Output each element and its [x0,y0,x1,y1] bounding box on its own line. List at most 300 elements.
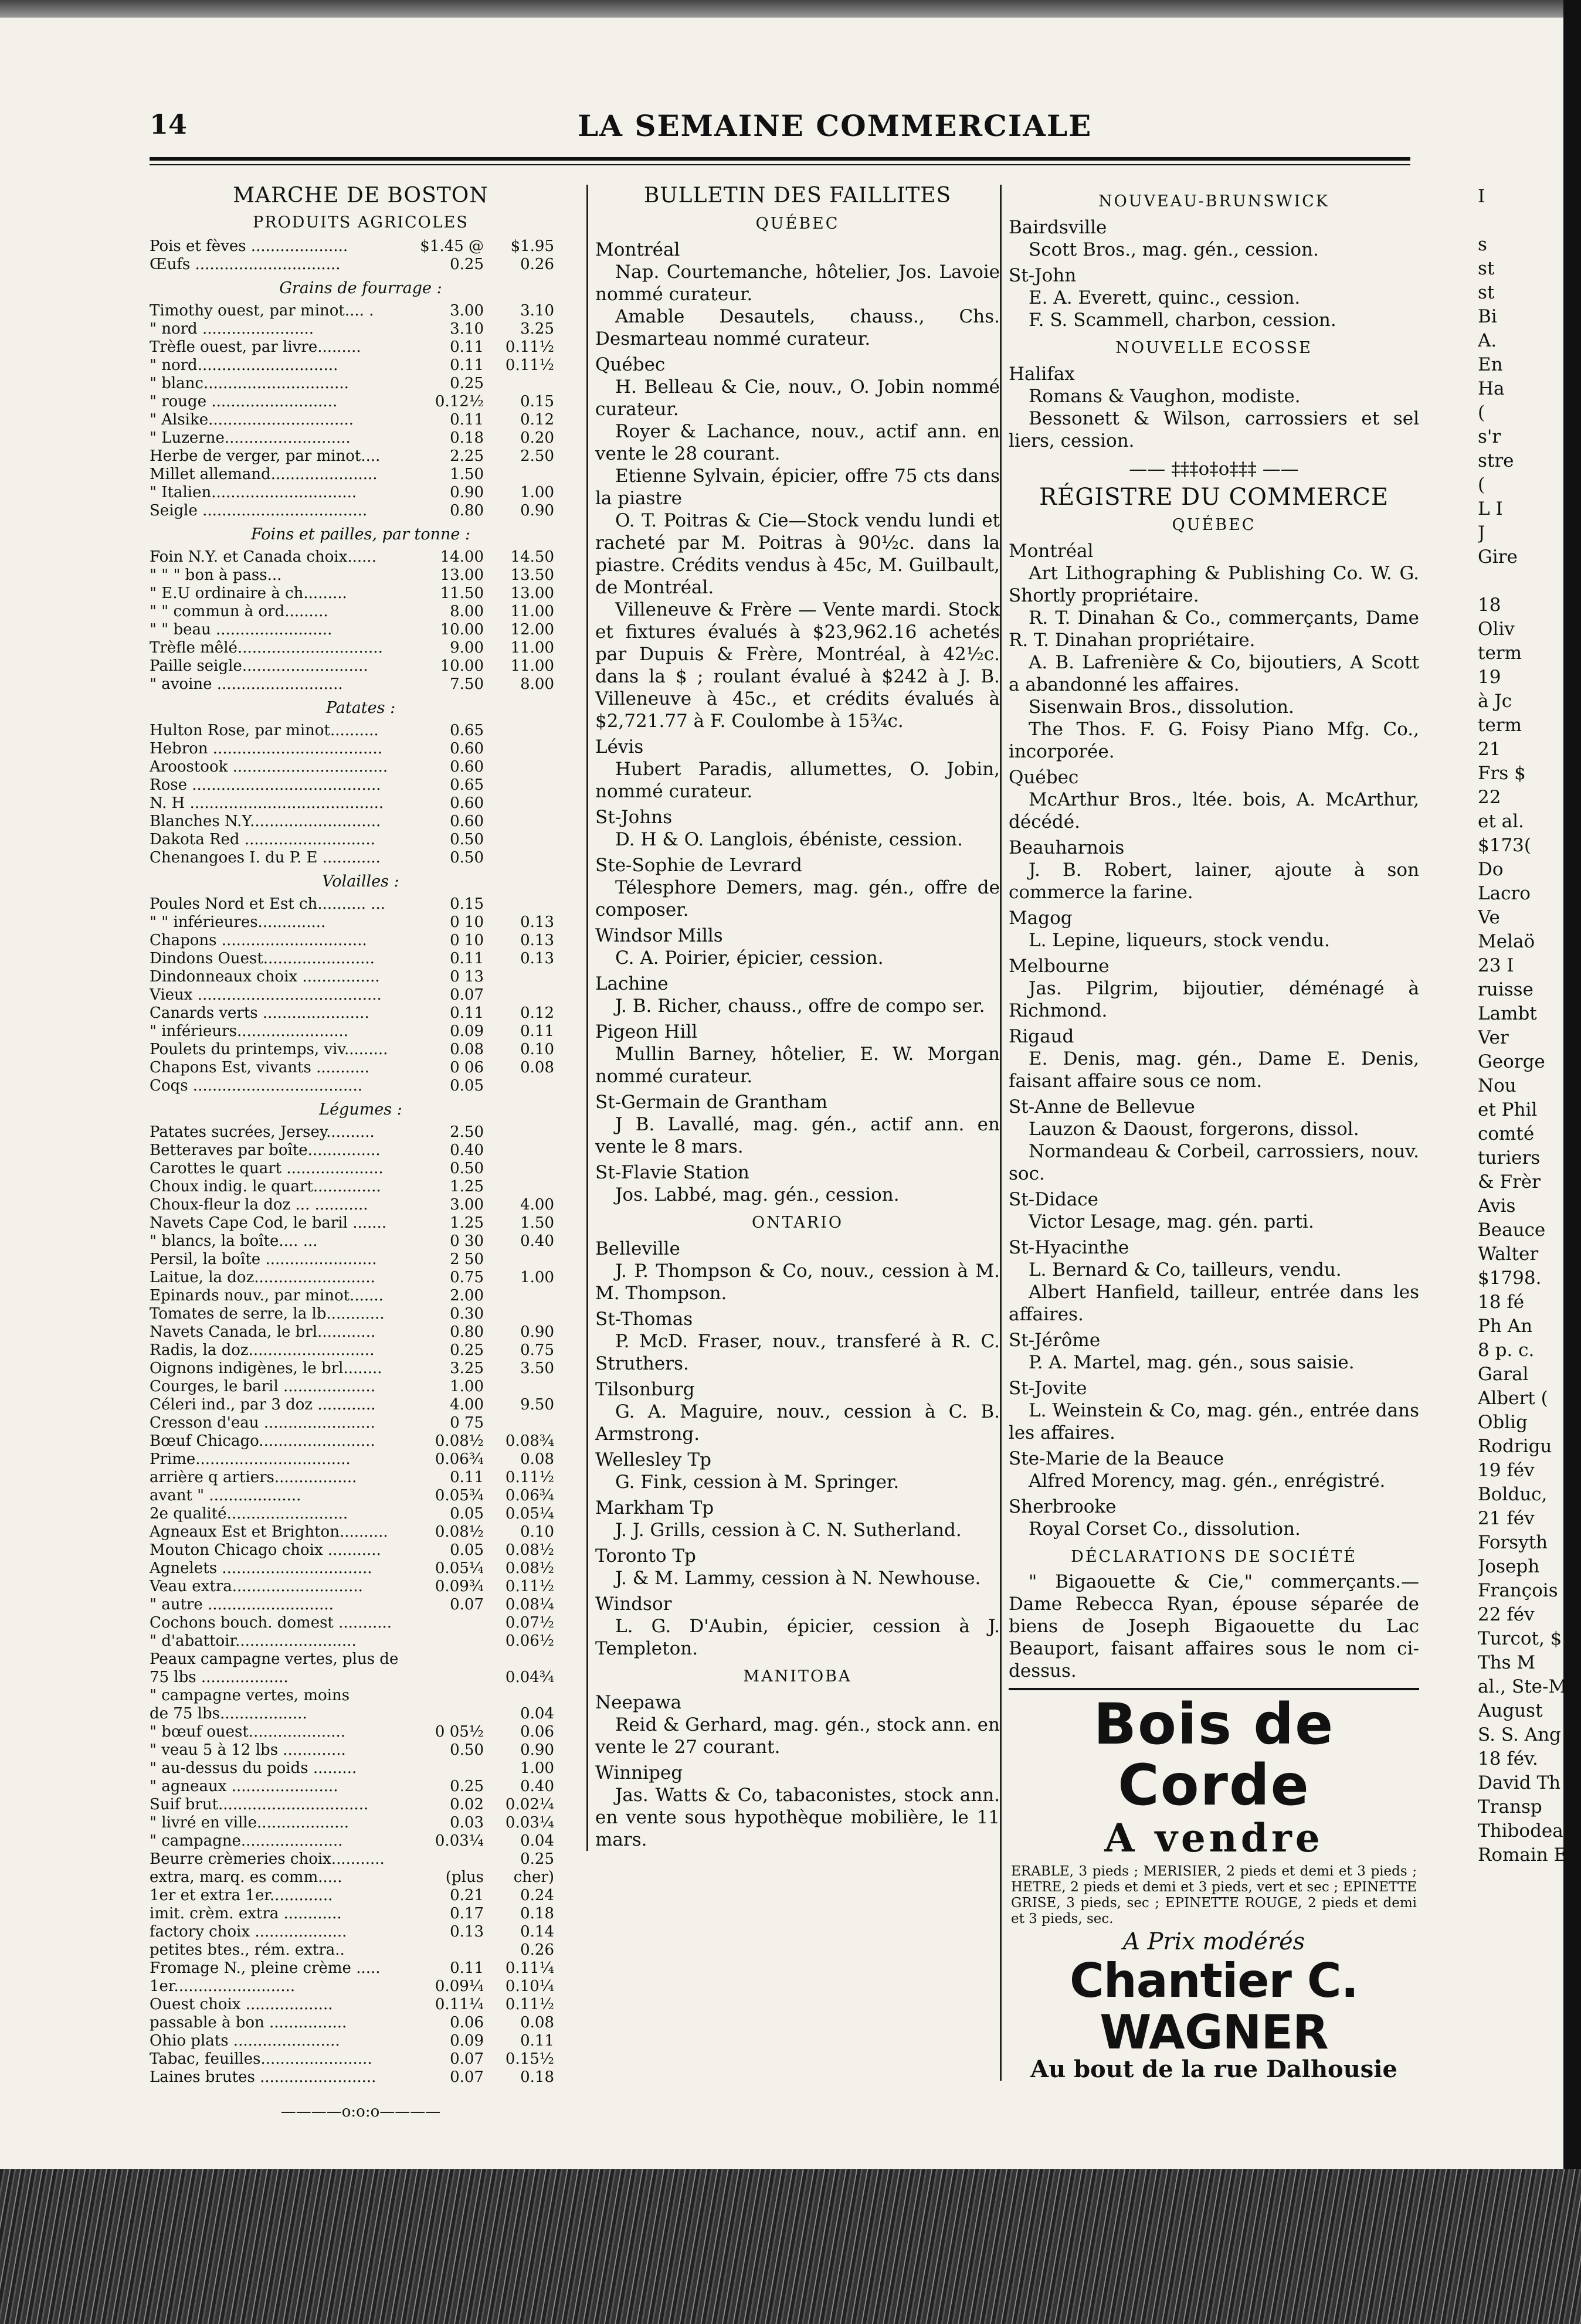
product-label: Herbe de verger, par minot.... [150,447,381,465]
product-label: " nord ....................... [150,320,314,338]
cutoff-text-fragment [1478,209,1581,233]
price-low: 0 13 [450,968,484,986]
price-high: 0.08 [520,1450,554,1468]
market-price-row [150,1578,572,1596]
price-low [413,1687,484,1705]
price-low: 2.50 [450,1123,484,1141]
market-price-row [150,849,572,867]
price-low: 0.09¼ [435,1978,484,1995]
product-label: " rouge .......................... [150,393,338,410]
cutoff-text-fragment: Lacro [1478,883,1531,904]
market-price-row [150,1632,572,1650]
market-price-row [150,1778,572,1796]
price-high: 0.08½ [505,1541,554,1559]
product-label: factory choix ................... [150,1923,347,1941]
market-price-row [150,1759,572,1778]
product-label: Hulton Rose, par minot.......... [150,722,379,739]
cutoff-text-fragment: Lambt [1478,1003,1537,1024]
market-price-row [150,548,572,566]
price-high: 0.11½ [505,1578,554,1595]
price-high: 0.75 [520,1341,554,1359]
product-label: passable à bon ................ [150,2014,347,2031]
cutoff-text-fragment: Thibodea [1478,1820,1563,1841]
price-high: 4.00 [520,1196,554,1214]
price-high: 0.90 [520,502,554,519]
price-low: 3.00 [450,302,484,320]
price-high: 0.12 [520,411,554,429]
cutoff-text-fragment: Beauce [1478,1219,1546,1241]
header-rule-thick [150,157,1410,161]
price-high: 0.04 [520,1832,554,1850]
price-low: 0.60 [450,813,484,830]
market-price-row [150,1469,572,1487]
price-low: 0 05½ [435,1723,484,1741]
cutoff-text-fragment: S. S. Ang [1478,1724,1561,1745]
product-label: Fromage N., pleine crème ..... [150,1959,381,1977]
price-low: 0.11 [450,950,484,967]
price-high [484,1650,554,1669]
product-label: de 75 lbs.................. [150,1705,307,1722]
price-high [484,722,554,740]
market-group-heading: Foins et pailles, par tonne : [250,525,471,543]
price-low: 0.11 [450,338,484,356]
price-high [484,1414,554,1432]
price-high: 0.14 [520,1923,554,1941]
price-high: 0.25 [520,1850,554,1868]
market-price-row [150,1414,572,1432]
registry-title: RÉGISTRE DU COMMERCE [1039,484,1389,511]
notice-entry: Hubert Paradis, allumettes, O. Jobin, nommé curateur. [595,759,1000,802]
market-price-row [150,1705,572,1723]
price-low: 0.11¼ [435,1996,484,2013]
product-label: Choux-fleur la doz ... ........... [150,1196,368,1214]
product-label: Patates sucrées, Jersey.......... [150,1123,375,1141]
product-label: Bœuf Chicago........................ [150,1432,375,1450]
product-label: " autre .......................... [150,1596,334,1613]
price-low: 0.50 [450,831,484,848]
market-price-row [150,794,572,813]
product-label: Rose ....................................... [150,776,381,794]
locality-name: St-Didace [1009,1189,1098,1210]
price-high: 0.40 [520,1778,554,1795]
price-high [484,1123,554,1141]
price-high [484,375,554,393]
price-high: 3.50 [520,1360,554,1377]
notice-entry: Bessonett & Wilson, carrossiers et sel liers, cession. [1009,408,1419,451]
price-high [484,1251,554,1269]
locality-name: Toronto Tp [595,1545,696,1567]
product-label: Canards verts ...................... [150,1004,369,1022]
price-low: 0.07 [450,1596,484,1613]
price-high: cher) [513,1868,554,1886]
price-low: 0.08 [450,1041,484,1058]
price-low: 0.75 [450,1269,484,1286]
product-label: " blancs, la boîte.... ... [150,1232,318,1250]
boston-market-column [150,185,572,2123]
ornament-divider: —— ‡‡‡o‡o‡‡‡ —— [1129,458,1299,480]
price-low [413,1650,484,1669]
locality-name: Windsor [595,1593,672,1615]
product-label: Peaux campagne vertes, plus de [150,1650,399,1668]
price-low: 0.80 [450,502,484,519]
notice-entry: Jas. Pilgrim, bijoutier, déménagé à Richmond. [1009,978,1419,1021]
product-label: Agneaux Est et Brighton.......... [150,1523,388,1541]
product-label: " bœuf ouest.................... [150,1723,346,1741]
notice-entry: Scott Bros., mag. gén., cession. [1029,239,1319,260]
product-label: Laines brutes ........................ [150,2068,376,2086]
cutoff-text-fragment: I [1478,186,1485,207]
market-price-row [150,1041,572,1059]
product-label: Coqs ................................... [150,1077,363,1095]
price-high [484,466,554,484]
cutoff-text-fragment [1478,569,1581,593]
market-price-row [150,1396,572,1414]
product-label: " livré en ville................... [150,1814,350,1832]
market-price-row [150,1004,572,1022]
market-price-row [150,1432,572,1450]
price-low: 3.25 [450,1360,484,1377]
market-price-row [150,393,572,411]
cutoff-text-fragment: Oblig [1478,1412,1528,1433]
farm-products-subtitle: PRODUITS AGRICOLES [253,213,469,232]
price-low: 0.07 [450,2050,484,2068]
notice-entry: H. Belleau & Cie, nouv., O. Jobin nommé curateur. [595,376,1000,420]
notice-entry: E. Denis, mag. gén., Dame E. Denis, faisant affaire sous ce nom. [1009,1048,1419,1092]
price-high: 1.50 [520,1214,554,1232]
market-price-row [150,758,572,776]
price-low: 0.13 [450,1923,484,1941]
cutoff-text-fragment: George [1478,1051,1545,1072]
price-high: 0.02¼ [505,1796,554,1813]
price-low: 0.25 [450,1778,484,1795]
ad-body: ERABLE, 3 pieds ; MERISIER, 2 pieds et demi et 3 pieds ; HETRE, 2 pieds et demi et 3 pieds, vert et sec ; EPINETTE GRISE, 3 pieds, sec ; EPINETTE ROUGE, 2 pieds et demi et 3 pieds, sec. [1011,1864,1417,1927]
product-label: " " commun à ord......... [150,603,328,620]
market-price-row [150,986,572,1004]
market-price-row [150,1323,572,1341]
notice-entry: J. & M. Lammy, cession à N. Newhouse. [615,1568,981,1589]
page-number: 14 [150,108,188,140]
price-low: 0.65 [450,776,484,794]
market-price-row [150,1341,572,1360]
price-low: (plus [445,1868,484,1886]
market-price-row [150,1178,572,1196]
price-high: 1.00 [520,484,554,501]
market-price-row [150,1123,572,1141]
product-label: Céleri ind., par 3 doz ............ [150,1396,376,1414]
price-low: 0.08½ [435,1432,484,1450]
product-label: " nord............................. [150,356,338,374]
cutoff-text-fragment: ( [1478,402,1485,423]
price-low: 0.65 [450,722,484,739]
cutoff-text-fragment: term [1478,715,1522,736]
notice-entry: R. T. Dinahan & Co., commerçants, Dame R. T. Dinahan propriétaire. [1009,607,1419,651]
price-low: 0.05 [450,1541,484,1559]
cutoff-text-fragment: Ve [1478,907,1500,928]
market-group-heading: Grains de fourrage : [279,279,442,297]
price-low: 0.11 [450,411,484,429]
price-low: 8.00 [450,603,484,620]
cutoff-text-fragment: J [1478,522,1485,543]
product-label: Foin N.Y. et Canada choix...... [150,548,376,566]
price-low: 0.18 [450,429,484,447]
price-high: 14.50 [510,548,554,566]
market-price-row [150,1723,572,1741]
locality-name: Melbourne [1009,956,1110,977]
notice-entry: J. B. Richer, chauss., offre de compo ser. [615,995,985,1017]
market-price-row [150,621,572,639]
market-price-row [150,1214,572,1232]
product-label: Blanches N.Y........................... [150,813,381,830]
product-label: Dindonneaux choix ................ [150,968,380,986]
notice-entry: L. G. D'Aubin, épicier, cession à J. Templeton. [595,1616,1000,1659]
locality-name: Magog [1009,908,1073,929]
price-low: 0.11 [450,356,484,374]
product-label: Timothy ouest, par minot.... . [150,302,374,320]
product-label: Paille seigle.......................... [150,657,368,675]
cutoff-text-fragment: $1798. [1478,1268,1542,1289]
locality-name: Lachine [595,973,669,994]
market-price-row [150,1887,572,1905]
cutoff-text-fragment: comté [1478,1123,1535,1144]
product-label: Navets Canada, le brl............ [150,1323,376,1341]
price-low: 0.60 [450,794,484,812]
scan-edge-top [0,0,1581,18]
price-low: 0.05 [450,1077,484,1095]
market-price-row [150,603,572,621]
price-low: 0.03¼ [435,1832,484,1850]
market-price-row [150,1160,572,1178]
price-low: 14.00 [440,548,484,566]
cutoff-text-fragment: Gire [1478,546,1518,568]
market-price-row [150,657,572,675]
notice-entry: Villeneuve & Frère — Vente mardi. Stock et fixtures évalués à $23,962.16 achetés par Dupuis & Frère, Montréal, à 42½c. dans la $ ; roulant évalué à $242 à J. B. Villeneuve à 45c., et crédits évalués à $2,721.77 à F. Coulombe à 15¾c. [595,599,1000,732]
market-price-row [150,913,572,932]
cutoff-text-fragment: à Jc [1478,691,1512,712]
notice-entry: Royer & Lachance, nouv., actif ann. en vente le 28 courant. [595,421,1000,464]
price-low: 0 75 [450,1414,484,1432]
notice-entry: O. T. Poitras & Cie—Stock vendu lundi et racheté par M. Poitras à 90½c. dans la piastre. Crédits vendus à 45c, M. Guilbault, de Montréal. [595,510,1000,598]
notice-entry: A. B. Lafrenière & Co, bijoutiers, A Scott a abandonné les affaires. [1009,652,1419,695]
cutoff-text-fragment: A. [1478,330,1497,351]
locality-name: St-Germain de Grantham [595,1092,828,1113]
product-label: Chapons .............................. [150,932,367,949]
price-low: 2.25 [450,447,484,465]
cutoff-text-fragment: 21 fév [1478,1508,1535,1529]
market-price-row [150,675,572,694]
cutoff-text-fragment: Do [1478,859,1504,880]
product-label: Cresson d'eau ....................... [150,1414,375,1432]
cutoff-text-fragment: 23 I [1478,955,1514,976]
price-low [413,1632,484,1650]
price-high: 0.06 [520,1723,554,1741]
market-price-row [150,1523,572,1541]
price-high: 0.06½ [505,1632,554,1650]
cutoff-text-fragment: L I [1478,498,1503,519]
price-low: 0.60 [450,758,484,776]
locality-name: St-Thomas [595,1309,693,1330]
cutoff-text-fragment: ( [1478,474,1485,495]
product-label: Tomates de serre, la lb............ [150,1305,385,1323]
province-heading: ONTARIO [752,1214,843,1232]
cutoff-text-fragment: Ths M [1478,1652,1536,1673]
province-heading: QUÉBEC [755,215,840,233]
notice-entry: P. McD. Fraser, nouv., transferé à R. C. Struthers. [595,1331,1000,1374]
cutoff-text-fragment: Ph An [1478,1316,1533,1337]
product-label: imit. crèm. extra ............ [150,1905,342,1922]
maritime-bankruptcies [1009,191,1419,452]
market-price-row [150,1077,572,1095]
cutoff-text-fragment: et al. [1478,811,1524,832]
price-high: $1.95 [510,237,554,255]
cutoff-text-fragment: Nou [1478,1075,1516,1096]
product-label: Agnelets ............................... [150,1559,372,1577]
price-high [484,1141,554,1160]
price-low: 0.06¾ [435,1450,484,1468]
product-label: " agneaux ...................... [150,1778,338,1795]
product-label: 2e qualité......................... [150,1505,348,1523]
cutoff-text-fragment: Albert ( [1478,1388,1548,1409]
price-high: 0.15½ [505,2050,554,2068]
notice-entry: E. A. Everett, quinc., cession. [1029,287,1301,308]
notice-entry: Victor Lesage, mag. gén. parti. [1029,1211,1314,1232]
market-price-row [150,566,572,585]
cutoff-text-fragment: & Frèr [1478,1171,1541,1192]
notice-entry: P. A. Martel, mag. gén., sous saisie. [1029,1352,1355,1373]
price-high: 0.18 [520,2068,554,2086]
price-high: 11.00 [510,639,554,657]
market-price-row [150,1232,572,1251]
locality-name: Windsor Mills [595,925,723,946]
locality-name: Ste-Marie de la Beauce [1009,1448,1224,1469]
notice-entry: L. Weinstein & Co, mag. gén., entrée dans les affaires. [1009,1400,1419,1443]
product-label: " d'abattoir......................... [150,1632,357,1650]
market-price-row [150,1022,572,1041]
header-rule-thin [150,164,1410,165]
cutoff-text-fragment: et Phil [1478,1099,1538,1120]
cutoff-text-fragment: s [1478,234,1487,255]
product-label: Carottes le quart .................... [150,1160,384,1177]
product-label: Ouest choix .................. [150,1996,333,2013]
market-price-row [150,1141,572,1160]
market-price-row [150,1251,572,1269]
locality-name: Markham Tp [595,1497,714,1518]
cutoff-text-fragment: stre [1478,450,1514,471]
price-low: 0.07 [450,986,484,1004]
market-price-row [150,375,572,393]
price-high [484,895,554,913]
price-high [484,849,554,867]
notice-entry: D. H & O. Langlois, ébéniste, cession. [615,829,963,850]
price-low: 0.50 [450,849,484,867]
price-high [484,1287,554,1305]
price-high [484,986,554,1004]
price-high: 11.00 [510,657,554,675]
cutoff-text-fragment: st [1478,258,1495,279]
price-high [484,1160,554,1178]
product-label: Poules Nord et Est ch.......... ... [150,895,386,913]
notice-entry: Alfred Morency, mag. gén., enrégistré. [1029,1470,1386,1491]
price-high [484,1077,554,1095]
market-price-row [150,1941,572,1959]
price-low: 0.08½ [435,1523,484,1541]
price-high: 0.04¾ [505,1669,554,1686]
locality-name: Québec [1009,767,1079,788]
locality-name: Montréal [595,239,680,260]
price-high: 0.05¼ [505,1505,554,1523]
cutoff-text-fragment: François [1478,1580,1558,1601]
price-low: 10.00 [440,621,484,638]
price-low: 0.12½ [435,393,484,410]
cutoff-text-fragment: Joseph [1478,1556,1540,1577]
price-high: 0.11½ [505,338,554,356]
market-group-heading: Volailles : [322,872,399,891]
notice-entry: The Thos. F. G. Foisy Piano Mfg. Co., incorporée. [1009,719,1419,762]
cutoff-text-fragment: En [1478,354,1503,375]
product-label: Navets Cape Cod, le baril ....... [150,1214,387,1232]
price-low: 0.60 [450,740,484,757]
market-price-row [150,1868,572,1887]
market-price-row [150,1559,572,1578]
boston-market-title: MARCHE DE BOSTON [233,184,488,208]
price-high: 0.10 [520,1041,554,1058]
market-price-row [150,338,572,356]
product-label: Pois et fèves .................... [150,237,348,255]
product-label: Ohio plats ...................... [150,2032,340,2050]
price-low: 3.10 [450,320,484,338]
price-high: 0.11¼ [505,1959,554,1977]
registry-province: QUÉBEC [1172,516,1256,534]
price-high: 0.03¼ [505,1814,554,1832]
product-label: extra, marq. es comm..... [150,1868,342,1886]
price-low: 0.17 [450,1905,484,1922]
product-label: Poulets du printemps, viv......... [150,1041,388,1058]
cutoff-text-fragment: Bolduc, [1478,1484,1548,1505]
price-high: 0.08¾ [505,1432,554,1450]
price-high: 0.10 [520,1523,554,1541]
cutoff-text-fragment: Turcot, $ [1478,1628,1562,1649]
market-price-row [150,237,572,256]
price-high: 3.25 [520,320,554,338]
market-price-row [150,2068,572,2087]
price-high: 0.11½ [505,1469,554,1486]
price-low: 0.09 [450,2032,484,2050]
market-price-row [150,1059,572,1077]
locality-name: Pigeon Hill [595,1021,698,1042]
notice-entry: J B. Lavallé, mag. gén., actif ann. en vente le 8 mars. [595,1114,1000,1157]
product-label: Courges, le baril ................... [150,1378,376,1395]
masthead-title: LA SEMAINE COMMERCIALE [578,108,1093,143]
market-price-row [150,1305,572,1323]
locality-name: St-Flavie Station [595,1162,749,1183]
price-low: 1.50 [450,466,484,483]
cutoff-text-fragment: 21 [1478,739,1501,760]
product-label: Veau extra........................... [150,1578,363,1595]
locality-name: Tilsonburg [595,1379,695,1400]
price-low: 2.00 [450,1287,484,1304]
price-low: 0 30 [450,1232,484,1250]
market-price-row [150,1959,572,1978]
notice-entry: Nap. Courtemanche, hôtelier, Jos. Lavoie nommé curateur. [595,261,1000,305]
price-high: 0.08½ [505,1559,554,1577]
price-high: 0.90 [520,1323,554,1341]
product-label: " Alsike.............................. [150,411,354,429]
market-group-heading: Légumes : [319,1100,402,1119]
locality-name: St-Jovite [1009,1378,1087,1399]
price-low: 0.90 [450,484,484,501]
price-low: 0 10 [450,913,484,931]
cutoff-text-fragment: August [1478,1700,1543,1721]
cutoff-text-fragment: 22 fév [1478,1604,1535,1625]
